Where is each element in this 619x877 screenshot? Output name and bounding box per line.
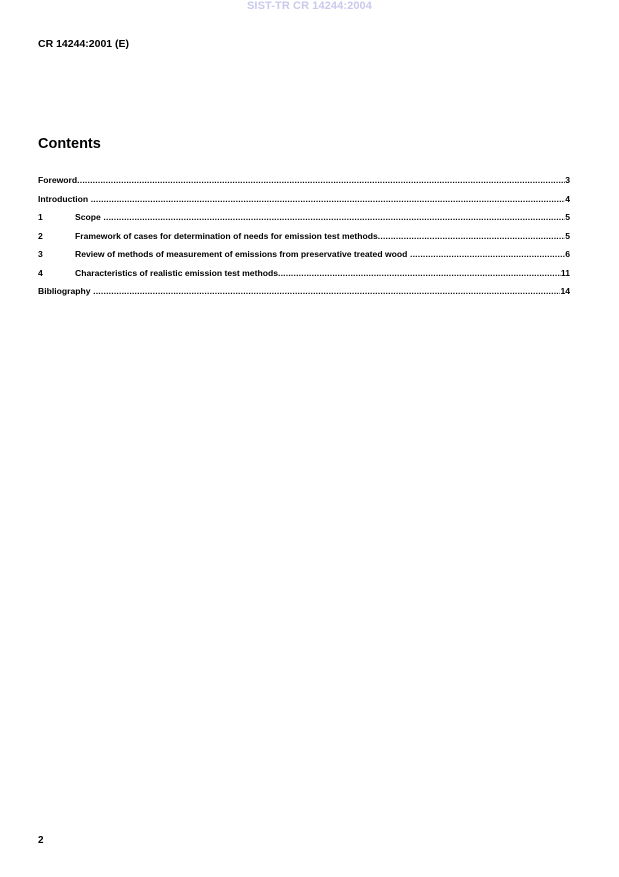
toc-entry-title: Foreword bbox=[38, 175, 78, 185]
toc-entry-foreword[interactable] bbox=[38, 175, 570, 194]
toc-entry-introduction[interactable] bbox=[38, 194, 570, 213]
toc-entry-number: 1 bbox=[38, 212, 43, 222]
toc-leader-dots bbox=[77, 175, 565, 185]
toc-entry-page: 3 bbox=[565, 175, 570, 185]
toc-entry-page: 5 bbox=[565, 212, 570, 222]
toc-entry-title: Review of methods of measurement of emissions from preservative treated wood bbox=[75, 249, 408, 259]
document-id: CR 14244:2001 (E) bbox=[38, 38, 130, 50]
toc-entry-number: 3 bbox=[38, 249, 43, 259]
page-number: 2 bbox=[38, 835, 44, 846]
toc-leader-dots bbox=[407, 249, 565, 259]
toc-entry-page: 4 bbox=[565, 193, 570, 204]
toc-leader-dots bbox=[101, 212, 565, 222]
toc-entry-bibliography[interactable] bbox=[38, 286, 570, 305]
toc-entry-number: 4 bbox=[38, 267, 43, 278]
toc-entry-title: Bibliography bbox=[38, 286, 91, 296]
toc-entry-scope[interactable] bbox=[38, 212, 570, 231]
toc-entry-review[interactable] bbox=[38, 249, 570, 268]
toc-leader-dots bbox=[88, 194, 565, 204]
toc-leader-dots bbox=[278, 268, 561, 278]
toc-leader-dots bbox=[378, 231, 565, 241]
toc-entry-title: Characteristics of realistic emission test methods bbox=[75, 267, 278, 278]
toc-entry-page: 6 bbox=[565, 249, 570, 259]
toc-entry-title: Framework of cases for determination of needs for emission test methods bbox=[75, 230, 378, 241]
toc-entry-page: 14 bbox=[560, 286, 570, 296]
watermark: SIST-TR CR 14244:2004 bbox=[247, 0, 372, 12]
toc-entry-page: 11 bbox=[560, 267, 570, 278]
table-of-contents bbox=[38, 175, 570, 305]
toc-entry-characteristics[interactable] bbox=[38, 268, 570, 287]
toc-entry-number: 2 bbox=[38, 230, 43, 241]
toc-entry-title: Introduction bbox=[38, 193, 89, 204]
contents-heading: Contents bbox=[38, 136, 101, 152]
toc-entry-title: Scope bbox=[75, 212, 101, 222]
toc-entry-page: 5 bbox=[565, 230, 570, 241]
toc-leader-dots bbox=[91, 286, 561, 296]
toc-entry-framework[interactable] bbox=[38, 231, 570, 250]
